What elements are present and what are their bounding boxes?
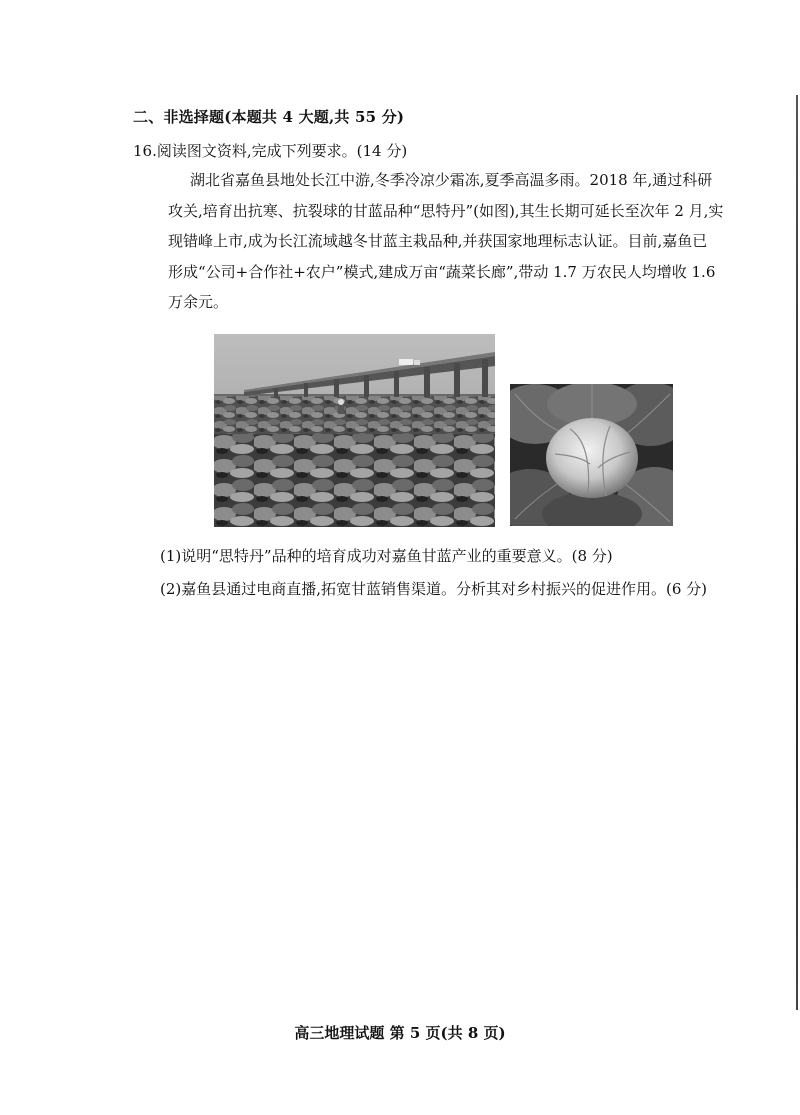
passage-line-2: 攻关,培育出抗寒、抗裂球的甘蓝品种“思特丹”(如图),其生长期可延长至次年 2 月,实 (168, 201, 724, 220)
passage-line-1: 湖北省嘉鱼县地处长江中游,冬季冷凉少霜冻,夏季高温多雨。2018 年,通过科研 (190, 171, 713, 189)
passage-line-4: 形成“公司+合作社+农户”模式,建成万亩“蔬菜长廊”,带动 1.7 万农民人均增收 1.6 (168, 262, 716, 281)
section-title: 二、非选择题(本题共 4 大题,共 55 分) (133, 108, 405, 126)
sub-question-1: (1)说明“思特丹”品种的培育成功对嘉鱼甘蓝产业的重要意义。(8 分) (160, 547, 613, 565)
cabbage-closeup-photo (510, 384, 673, 526)
cabbage-field-photo (214, 334, 495, 527)
passage-line-5: 万余元。 (168, 293, 229, 311)
question-heading: 16.阅读图文资料,完成下列要求。(14 分) (133, 142, 408, 160)
question-passage (168, 165, 758, 318)
scan-edge-line (796, 95, 798, 1010)
sub-question-2: (2)嘉鱼县通过电商直播,拓宽甘蓝销售渠道。分析其对乡村振兴的促进作用。(6 分) (160, 580, 708, 598)
passage-line-3: 现错峰上市,成为长江流域越冬甘蓝主栽品种,并获国家地理标志认证。目前,嘉鱼已 (168, 232, 708, 250)
page-footer: 高三地理试题 第 5 页(共 8 页) (294, 1024, 506, 1042)
